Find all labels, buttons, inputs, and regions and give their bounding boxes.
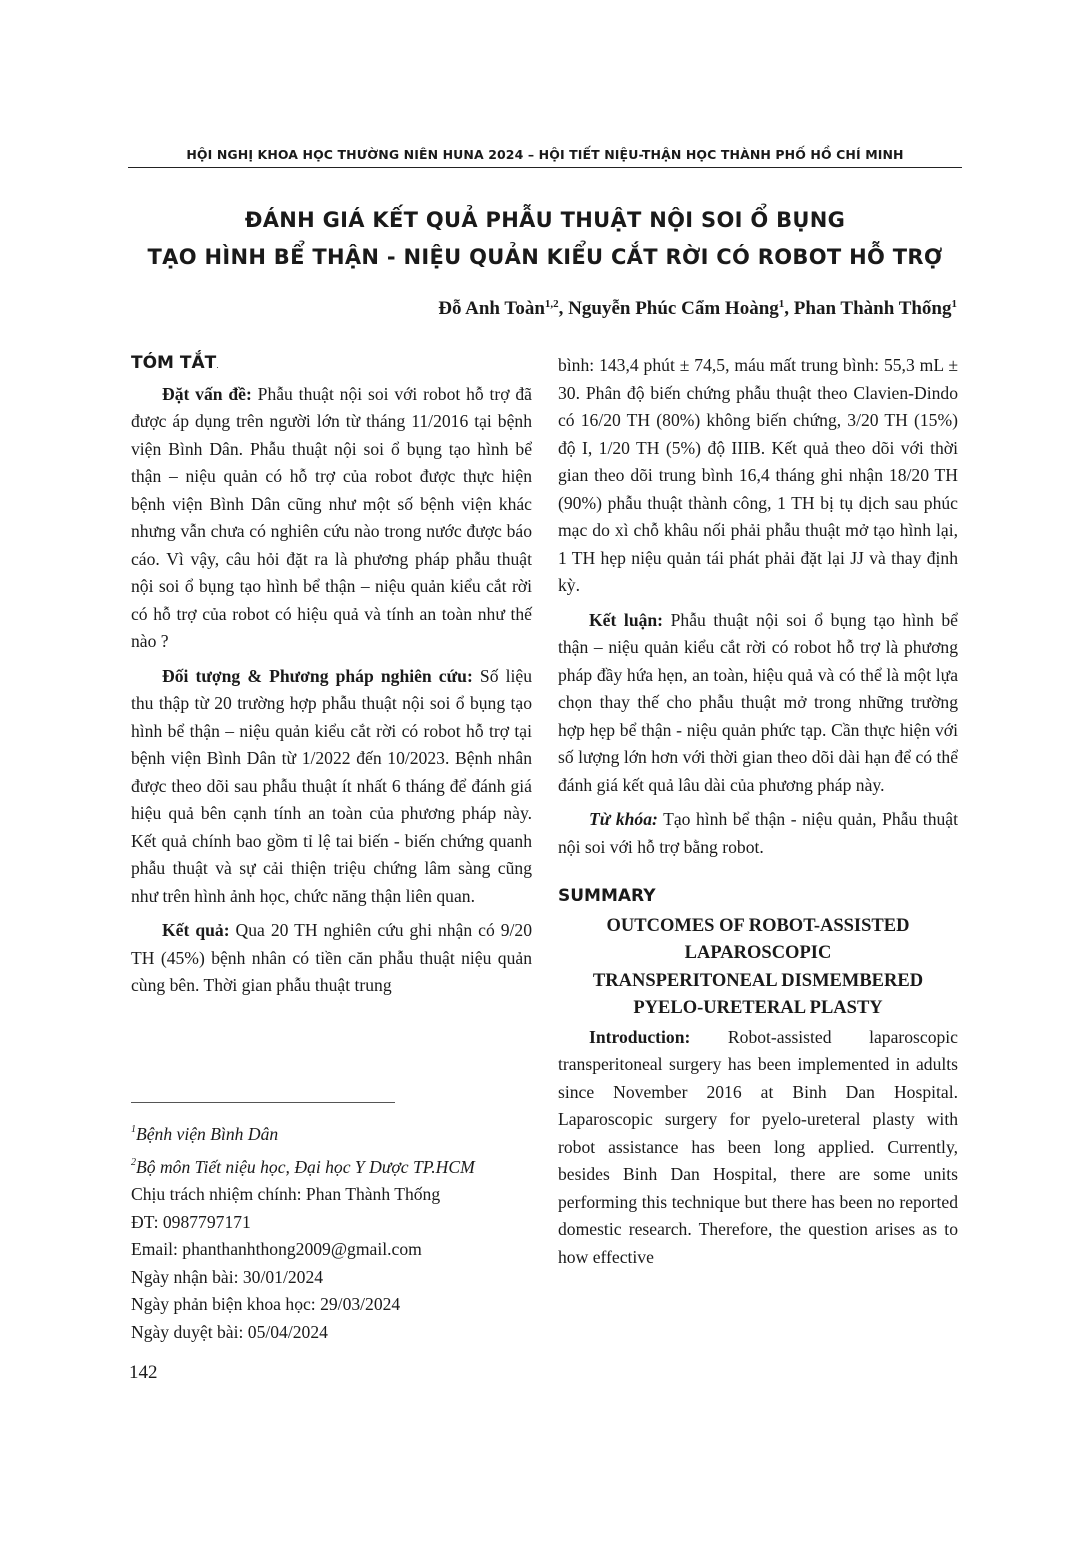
affiliation-text: Bệnh viện Bình Dân	[136, 1124, 279, 1144]
abstract-introduction	[131, 381, 532, 656]
conclusion-label: Kết luận:	[589, 609, 664, 630]
abstract-methods	[131, 663, 532, 911]
date-reviewed: Ngày phản biện khoa học: 29/03/2024	[131, 1294, 401, 1314]
author-name: Nguyễn Phúc Cẩm Hoàng	[568, 298, 779, 319]
date-received: Ngày nhận bài: 30/01/2024	[131, 1266, 324, 1287]
title-line-1: ĐÁNH GIÁ KẾT QUẢ PHẪU THUẬT NỘI SOI Ổ BỤNG	[244, 208, 846, 232]
introduction-label: Đặt vấn đề:	[162, 383, 252, 404]
english-title-line: OUTCOMES OF ROBOT-ASSISTED	[606, 915, 910, 936]
affiliation-1	[131, 1116, 551, 1149]
keywords-text: Tạo hình bể thận - niệu quản, Phẫu thuật nội soi với hỗ trợ bằng robot.	[558, 809, 958, 857]
left-column	[131, 350, 532, 1007]
right-column	[558, 352, 958, 1278]
author-separator: ,	[784, 298, 794, 319]
page-number: 142	[129, 1362, 158, 1383]
english-title	[558, 913, 958, 1023]
header-rule	[128, 167, 962, 168]
keywords-label: Từ khóa:	[589, 809, 658, 829]
date-accepted: Ngày duyệt bài: 05/04/2024	[131, 1321, 328, 1342]
english-introduction-label: Introduction:	[589, 1026, 691, 1047]
english-introduction-text: Robot-assisted laparoscopic transperitoneal surgery has been implemented in adults since November 2016 at Binh Dan Hospital. Laparoscopic surgery for pyelo-ureteral plasty with robot assistance has been long applied. Currently, besides Binh Dan Hospital, there are some units performing this technique but there has been no reported domestic research. Therefore, the question arises as to how effective	[558, 1026, 958, 1267]
results-label: Kết quả:	[162, 920, 230, 940]
footnotes	[131, 1116, 551, 1346]
footnote-rule	[131, 1102, 395, 1103]
corresponding-author: Chịu trách nhiệm chính: Phan Thành Thống	[131, 1184, 441, 1204]
methods-text: Số liệu thu thập từ 20 trường hợp phẫu thuật nội soi ổ bụng tạo hình bể thận – niệu quản kiểu cắt rời có robot hỗ trợ tại bệnh viện Bình Dân từ 1/2022 đến 10/2023. Bệnh nhân được theo dõi sau phẫu thuật ít nhất 6 tháng để đánh giá hiệu quả bên cạnh tính an toàn của phương pháp này. Kết quả chính bao gồm tỉ lệ tai biến - biến chứng quanh phẫu thuật và sự cải thiện triệu chứng lâm sàng cũng như trên hình ảnh học, chức năng thận liên quan.	[131, 665, 532, 906]
english-introduction	[558, 1024, 958, 1272]
email: Email: phanthanhthong2009@gmail.com	[131, 1239, 422, 1259]
author-affiliation: 1,2	[544, 298, 559, 310]
author-affiliation: 1	[778, 298, 785, 310]
summary-en-heading: SUMMARY	[558, 886, 656, 906]
author-name: Đỗ Anh Toàn	[438, 298, 545, 319]
heading-mark: .	[216, 361, 219, 370]
abstract-results	[131, 917, 532, 1000]
abstract-results-continued: bình: 143,4 phút ± 74,5, máu mất trung bình: 55,3 mL ± 30. Phân độ biến chứng phẫu thuật theo Clavien-Dindo có 16/20 TH (80%) không biến chứng, 3/20 TH (15%) độ I, 1/20 TH (5%) độ IIIB. Kết quả theo dõi với thời gian theo dõi trung bình 16,4 tháng ghi nhận 18/20 TH (90%) phẫu thuật thành công, 1 TH bị tụ dịch sau phúc mạc do xì chỗ khâu nối phải phẫu thuật mở tạo hình lại, 1 TH hẹp niệu quản tái phát phải đặt lại JJ và thay định kỳ.	[558, 355, 958, 595]
english-title-line: TRANSPERITONEAL DISMEMBERED	[592, 970, 924, 991]
summary-vi-heading	[131, 350, 532, 380]
introduction-text: Phẫu thuật nội soi với robot hỗ trợ đã được áp dụng trên người lớn từ tháng 11/2016 tại bệnh viện Bình Dân. Phẫu thuật nội soi ổ bụng tạo hình bể thận – niệu quản có hỗ trợ của robot được thực hiện bệnh viện Bình Dân cũng như một số bệnh viện khác nhưng vẫn chưa có nghiên cứu nào trong nước được báo cáo. Vì vậy, câu hỏi đặt ra là phương pháp phẫu thuật nội soi ổ bụng tạo hình bể thận – niệu quản kiểu cắt rời có hỗ trợ của robot có hiệu quả và tính an toàn như thế nào ?	[131, 383, 532, 651]
conclusion-text: Phẫu thuật nội soi ổ bụng tạo hình bể thận – niệu quản kiểu cắt rời có robot hỗ trợ là phương pháp đầy hứa hẹn, an toàn, hiệu quả và có thể là một lựa chọn thay thế cho phẫu thuật mở trong những trường hợp hẹp bể thận - niệu quản phức tạp. Cần thực hiện với số lượng lớn hơn với thời gian theo dõi dài hạn để có thể đánh giá kết quả lâu dài của phương pháp này.	[558, 609, 958, 795]
abstract-keywords	[558, 806, 958, 861]
abstract-conclusion	[558, 607, 958, 800]
affiliation-mark: 1	[131, 1124, 136, 1135]
author-name: Phan Thành Thống	[793, 298, 952, 319]
methods-label: Đối tượng & Phương pháp nghiên cứu:	[162, 665, 473, 686]
english-title-line: PYELO-URETERAL PLASTY	[633, 998, 883, 1018]
affiliation-text: Bộ môn Tiết niệu học, Đại học Y Dược TP.HCM	[136, 1156, 475, 1177]
title-line-2: TẠO HÌNH BỂ THẬN - NIỆU QUẢN KIỂU CẮT RỜI CÓ ROBOT HỖ TRỢ	[147, 245, 943, 269]
phone: ĐT: 0987797171	[131, 1211, 251, 1232]
affiliation-2	[131, 1149, 551, 1182]
results-text: Qua 20 TH nghiên cứu ghi nhận có 9/20 TH (45%) bệnh nhân có tiền căn phẫu thuật niệu quản cùng bên. Thời gian phẫu thuật trung	[131, 920, 532, 995]
author-affiliation: 1	[951, 298, 957, 310]
affiliation-mark: 2	[131, 1156, 136, 1168]
author-list	[438, 298, 957, 320]
author-separator: ,	[558, 298, 569, 319]
article-title	[110, 202, 980, 276]
running-header: HỘI NGHỊ KHOA HỌC THƯỜNG NIÊN HUNA 2024 – HỘI TIẾT NIỆU-THẬN HỌC THÀNH PHỐ HỒ CHÍ MINH	[186, 147, 904, 162]
summary-vi-heading-text: TÓM TẮT	[131, 353, 217, 373]
english-title-line: LAPAROSCOPIC	[684, 943, 832, 963]
